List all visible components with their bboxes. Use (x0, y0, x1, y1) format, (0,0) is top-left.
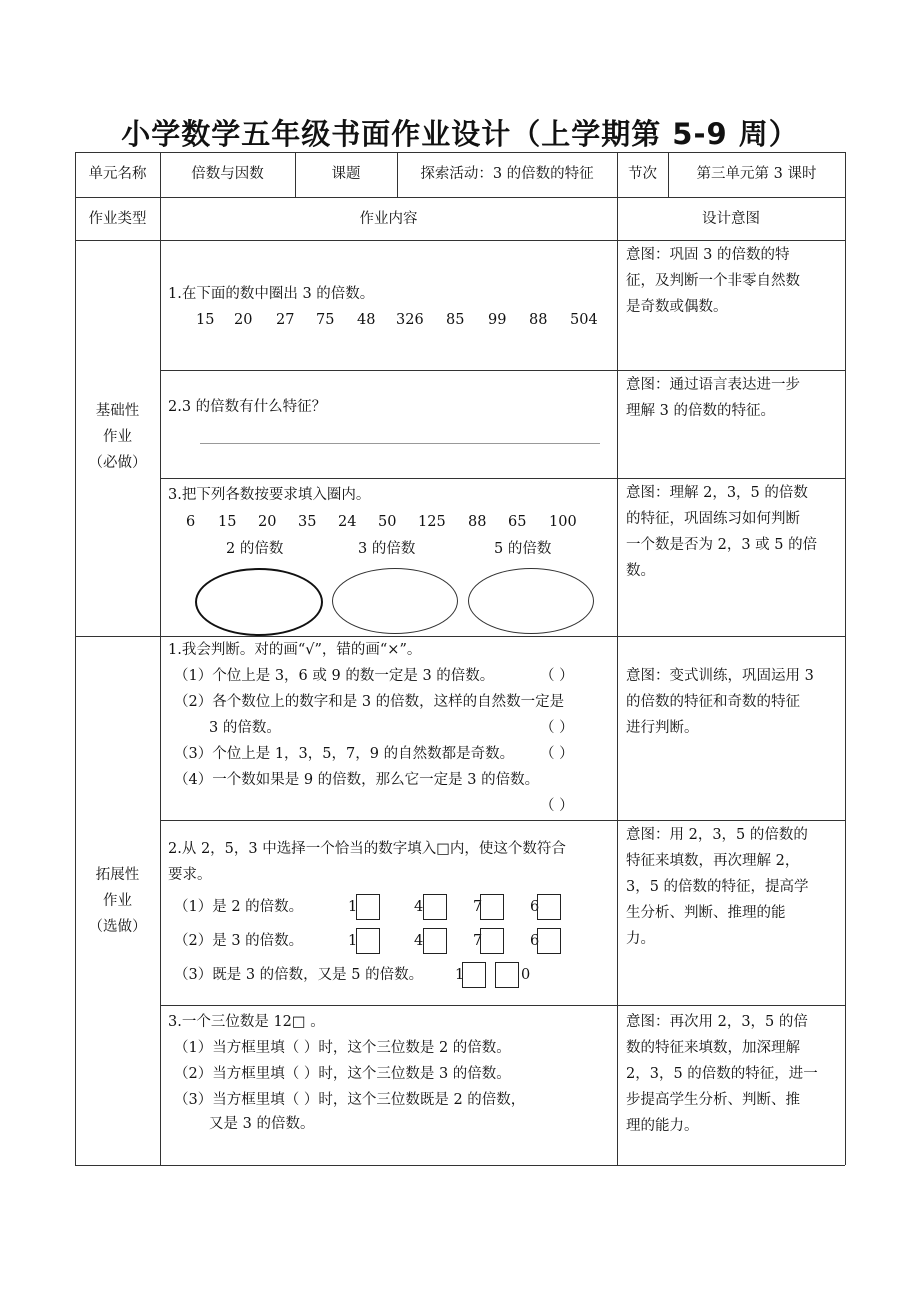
basic-q1-text: 1.在下面的数中圈出 3 的倍数。 (168, 286, 375, 302)
ext-q3-intent: 2，3，5 的倍数的特征，进一 (626, 1066, 818, 1082)
extended-label-3: （选做） (88, 919, 147, 935)
ext-q2-intent: 特征来填数，再次理解 2， (626, 853, 800, 869)
ext-q2-text: 要求。 (168, 867, 212, 883)
ext-q3-intent: 意图：再次用 2，3，5 的倍 (626, 1014, 808, 1030)
number: 15 (218, 514, 237, 530)
extended-label-1: 拓展性 (95, 867, 140, 883)
number: 24 (338, 514, 357, 530)
circle-multiples-of-5[interactable] (468, 568, 594, 634)
basic-q1-intent: 意图：巩固 3 的倍数的特 (626, 247, 790, 263)
basic-q3-intent: 一个数是否为 2，3 或 5 的倍 (626, 537, 818, 553)
ext-q1-intent: 意图：变式训练，巩固运用 3 (626, 668, 814, 684)
basic-q2-text: 2.3 的倍数有什么特征？ (168, 399, 327, 415)
topic-value: 探索活动：3 的倍数的特征 (420, 166, 594, 182)
ext-q2-intent: 意图：用 2，3，5 的倍数的 (626, 827, 808, 843)
number: 88 (468, 514, 487, 530)
fill-box[interactable] (423, 894, 447, 920)
basic-q2-intent: 意图：通过语言表达进一步 (626, 377, 800, 393)
content-label: 作业内容 (359, 211, 418, 227)
ext-q2-intent: 生分析、判断、推理的能 (626, 905, 786, 921)
basic-q1-intent: 是奇数或偶数。 (626, 299, 728, 315)
basic-label-2: 作业 (103, 429, 132, 445)
basic-q3-intent: 意图：理解 2，3，5 的倍数 (626, 485, 808, 501)
number: 326 (396, 312, 424, 328)
circle-label-3: 3 的倍数 (358, 541, 416, 557)
fill-box[interactable] (537, 928, 561, 954)
digit: 1 (348, 899, 358, 915)
fill-box[interactable] (537, 894, 561, 920)
ext-q1-item: （2）各个数位上的数字和是 3 的倍数，这样的自然数一定是 (174, 694, 565, 710)
circle-label-5: 5 的倍数 (494, 541, 552, 557)
fill-box[interactable] (356, 894, 380, 920)
extended-label-2: 作业 (103, 893, 132, 909)
circle-label-2: 2 的倍数 (226, 541, 284, 557)
ext-q2-text: 2.从 2，5，3 中选择一个恰当的数字填入□内，使这个数符合 (168, 841, 566, 857)
fill-box[interactable] (423, 928, 447, 954)
ext-q3-intent: 理的能力。 (626, 1118, 699, 1134)
basic-label-1: 基础性 (95, 403, 140, 419)
ext-q3-item: （1）当方框里填（ ）时，这个三位数是 2 的倍数。 (174, 1040, 511, 1056)
number: 125 (418, 514, 446, 530)
basic-q1-intent: 征，及判断一个非零自然数 (626, 273, 800, 289)
fill-box[interactable] (495, 962, 519, 988)
basic-q2-intent: 理解 3 的倍数的特征。 (626, 403, 775, 419)
ext-q2-intent: 3，5 的倍数的特征，提高学 (626, 879, 809, 895)
number: 100 (549, 514, 577, 530)
ext-q1-text: 1.我会判断。对的画“√”，错的画“×”。 (168, 642, 422, 658)
ext-q2-item: （2）是 3 的倍数。 (174, 933, 304, 949)
ext-q3-text: 3.一个三位数是 12□ 。 (168, 1014, 325, 1030)
digit: 4 (414, 899, 424, 915)
lesson-label: 节次 (628, 166, 657, 182)
number: 504 (570, 312, 598, 328)
digit: 1 (348, 933, 358, 949)
ext-q1-item: （3）个位上是 1，3，5，7，9 的自然数都是奇数。 (174, 746, 515, 762)
digit: 0 (521, 967, 531, 983)
number: 20 (258, 514, 277, 530)
number: 48 (357, 312, 376, 328)
number: 35 (298, 514, 317, 530)
unit-value: 倍数与因数 (191, 166, 264, 182)
number: 20 (234, 312, 253, 328)
ext-q3-item: （2）当方框里填（ ）时，这个三位数是 3 的倍数。 (174, 1066, 511, 1082)
number: 27 (276, 312, 295, 328)
answer-paren[interactable]: （ ） (540, 720, 574, 736)
ext-q2-item: （3）既是 3 的倍数，又是 5 的倍数。 (174, 967, 424, 983)
answer-paren[interactable]: （ ） (540, 798, 574, 814)
digit: 6 (530, 899, 540, 915)
ext-q3-item: 又是 3 的倍数。 (209, 1116, 315, 1132)
fill-box[interactable] (356, 928, 380, 954)
number: 99 (488, 312, 507, 328)
answer-paren[interactable]: （ ） (540, 668, 574, 684)
basic-q3-text: 3.把下列各数按要求填入圈内。 (168, 487, 371, 503)
digit: 6 (530, 933, 540, 949)
circle-multiples-of-3[interactable] (332, 568, 458, 634)
ext-q1-item: （1）个位上是 3，6 或 9 的数一定是 3 的倍数。 (174, 668, 495, 684)
basic-q3-intent: 数。 (626, 563, 655, 579)
number: 85 (446, 312, 465, 328)
ext-q3-intent: 步提高学生分析、判断、推 (626, 1092, 800, 1108)
topic-label: 课题 (331, 166, 361, 182)
number: 75 (316, 312, 335, 328)
digit: 7 (473, 899, 483, 915)
number: 65 (508, 514, 527, 530)
fill-box[interactable] (480, 928, 504, 954)
ext-q3-intent: 数的特征来填数，加深理解 (626, 1040, 800, 1056)
digit: 4 (414, 933, 424, 949)
number: 15 (196, 312, 215, 328)
ext-q1-intent: 的倍数的特征和奇数的特征 (626, 694, 800, 710)
ext-q2-intent: 力。 (626, 931, 655, 947)
type-label: 作业类型 (88, 211, 147, 227)
basic-label-3: （必做） (88, 455, 147, 471)
ext-q3-item: （3）当方框里填（ ）时，这个三位数既是 2 的倍数， (174, 1092, 526, 1108)
ext-q1-item: 3 的倍数。 (209, 720, 281, 736)
number: 88 (529, 312, 548, 328)
number: 6 (186, 514, 196, 530)
ext-q1-item: （4）一个数如果是 9 的倍数，那么它一定是 3 的倍数。 (174, 772, 540, 788)
ext-q1-intent: 进行判断。 (626, 720, 699, 736)
unit-label: 单元名称 (88, 166, 147, 182)
number: 50 (378, 514, 397, 530)
digit: 1 (455, 967, 465, 983)
circle-multiples-of-2[interactable] (195, 568, 323, 636)
lesson-value: 第三单元第 3 课时 (696, 166, 817, 182)
fill-box[interactable] (462, 962, 486, 988)
answer-line[interactable] (200, 443, 600, 444)
digit: 7 (473, 933, 483, 949)
basic-q3-intent: 的特征，巩固练习如何判断 (626, 511, 800, 527)
page-title: 小学数学五年级书面作业设计（上学期第 5-9 周） (121, 117, 799, 151)
intent-label: 设计意图 (702, 211, 760, 227)
fill-box[interactable] (480, 894, 504, 920)
ext-q2-item: （1）是 2 的倍数。 (174, 899, 304, 915)
answer-paren[interactable]: （ ） (540, 746, 574, 762)
